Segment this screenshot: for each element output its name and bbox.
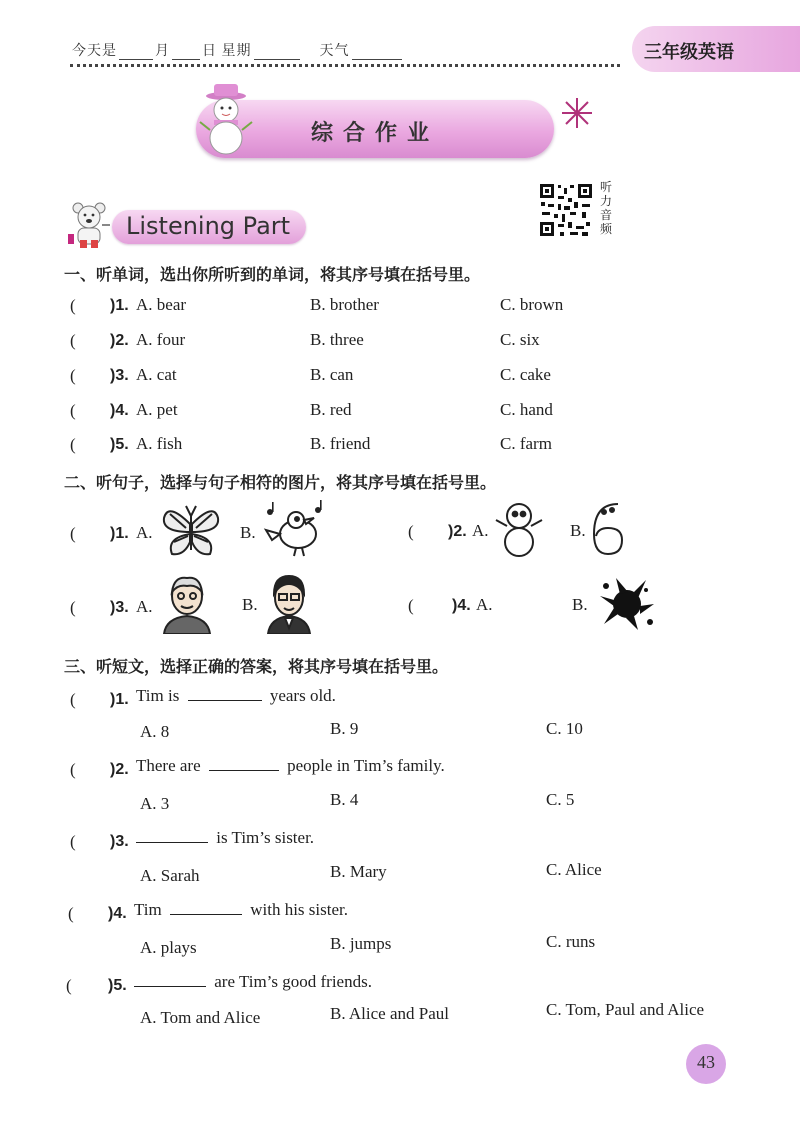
question-text-post: people in Tim’s family. xyxy=(287,756,445,775)
teddy-bear-icon xyxy=(66,200,114,250)
option-b[interactable]: B. three xyxy=(310,330,364,349)
question-text-post: are Tim’s good friends. xyxy=(214,972,372,991)
option-c[interactable]: C. 5 xyxy=(546,790,575,809)
listening-part-title: Listening Part xyxy=(126,212,291,240)
option-c[interactable]: C. Tom, Paul and Alice xyxy=(546,1000,705,1019)
option-b[interactable]: B. red xyxy=(310,400,352,419)
month-label: 月 xyxy=(155,44,170,59)
number-six-character-icon[interactable] xyxy=(588,498,628,558)
question-text xyxy=(134,972,372,992)
option-c[interactable]: C. hand xyxy=(500,400,553,419)
option-a[interactable]: A. four xyxy=(136,330,186,349)
answer-paren[interactable]: ( xyxy=(70,401,76,420)
answer-paren[interactable]: ( xyxy=(70,366,76,385)
option-b[interactable]: B. jumps xyxy=(330,934,392,953)
answer-blank[interactable] xyxy=(136,828,208,843)
answer-paren[interactable]: ( xyxy=(70,690,76,709)
answer-blank[interactable] xyxy=(134,972,206,987)
month-blank[interactable] xyxy=(119,45,153,60)
question-text-pre: Tim is xyxy=(136,686,180,705)
question-text xyxy=(136,828,314,848)
option-a[interactable]: A. plays xyxy=(140,938,197,957)
question-number: )1. xyxy=(110,297,129,314)
question-number: )1. xyxy=(110,691,129,708)
answer-blank[interactable] xyxy=(170,900,242,915)
option-a-blank-image[interactable] xyxy=(500,578,548,628)
question-number: )5. xyxy=(110,436,129,453)
grandmother-icon[interactable] xyxy=(162,574,212,634)
question-number: )4. xyxy=(110,402,129,419)
option-a-label[interactable]: A. xyxy=(476,595,493,614)
qr-label: 听力音频 xyxy=(600,180,613,236)
option-b-label[interactable]: B. xyxy=(240,523,256,542)
grandfather-icon[interactable] xyxy=(266,572,312,634)
question-text-pre: There are xyxy=(136,756,201,775)
answer-paren[interactable]: ( xyxy=(408,522,414,541)
header-divider xyxy=(70,64,620,67)
option-a[interactable]: A. fish xyxy=(136,434,183,453)
question-text xyxy=(136,756,445,776)
weekday-blank[interactable] xyxy=(254,45,300,60)
qr-code-icon[interactable] xyxy=(538,182,594,238)
answer-paren[interactable]: ( xyxy=(408,596,414,615)
answer-blank[interactable] xyxy=(209,756,279,771)
section2-heading: 二、听句子，选择与句子相符的图片，将其序号填在括号里。 xyxy=(64,473,497,492)
grade-label: 三年级英语 xyxy=(644,42,734,63)
option-b-label[interactable]: B. xyxy=(242,595,258,614)
option-b[interactable]: B. Alice and Paul xyxy=(330,1004,449,1023)
question-number: )3. xyxy=(110,367,129,384)
date-weather-line xyxy=(72,40,404,60)
question-number: )3. xyxy=(110,599,129,616)
answer-blank[interactable] xyxy=(188,686,262,701)
question-number: )2. xyxy=(448,523,467,540)
weather-label: 天气 xyxy=(319,44,350,59)
singing-bird-icon[interactable] xyxy=(262,500,326,558)
option-c[interactable]: C. brown xyxy=(500,295,564,314)
option-c[interactable]: C. runs xyxy=(546,932,596,951)
answer-paren[interactable]: ( xyxy=(66,976,72,995)
answer-paren[interactable]: ( xyxy=(70,331,76,350)
weekday-label: 日 星期 xyxy=(202,44,252,59)
option-b-label[interactable]: B. xyxy=(572,595,588,614)
option-a-label[interactable]: A. xyxy=(136,597,153,616)
day-blank[interactable] xyxy=(172,45,200,60)
option-c[interactable]: C. cake xyxy=(500,365,551,384)
answer-paren[interactable]: ( xyxy=(70,296,76,315)
question-number: )4. xyxy=(108,905,127,922)
snowflake-icon xyxy=(560,96,594,130)
option-b[interactable]: B. 9 xyxy=(330,719,359,738)
section1-heading: 一、听单词，选出你所听到的单词，将其序号填在括号里。 xyxy=(64,265,481,284)
option-a[interactable]: A. Tom and Alice xyxy=(140,1008,261,1027)
page-number: 43 xyxy=(697,1052,715,1072)
answer-paren[interactable]: ( xyxy=(70,598,76,617)
question-text xyxy=(134,900,348,920)
question-text xyxy=(136,686,336,706)
section3-heading: 三、听短文，选择正确的答案，将其序号填在括号里。 xyxy=(64,657,449,676)
question-text-post: is Tim’s sister. xyxy=(216,828,315,847)
page-title: 综合作业 xyxy=(310,121,439,146)
option-b[interactable]: B. brother xyxy=(310,295,379,314)
butterfly-icon[interactable] xyxy=(160,502,222,558)
weather-blank[interactable] xyxy=(352,45,402,60)
question-number: )2. xyxy=(110,332,129,349)
number-eight-character-icon[interactable] xyxy=(492,498,546,558)
question-number: )5. xyxy=(108,977,127,994)
question-number: )2. xyxy=(110,761,129,778)
option-a-label[interactable]: A. xyxy=(136,523,153,542)
date-prefix: 今天是 xyxy=(72,44,117,59)
option-a[interactable]: A. Sarah xyxy=(140,866,200,885)
question-text-post: with his sister. xyxy=(250,900,348,919)
option-a[interactable]: A. pet xyxy=(136,400,178,419)
option-c[interactable]: C. Alice xyxy=(546,860,602,879)
question-number: )1. xyxy=(110,525,129,542)
snowman-icon xyxy=(198,84,254,156)
option-a[interactable]: A. bear xyxy=(136,295,187,314)
question-text-post: years old. xyxy=(269,686,336,705)
question-text-pre: Tim xyxy=(134,900,162,919)
option-b[interactable]: B. Mary xyxy=(330,862,387,881)
option-c[interactable]: C. farm xyxy=(500,434,552,453)
option-b[interactable]: B. 4 xyxy=(330,790,359,809)
answer-paren[interactable]: ( xyxy=(68,904,74,923)
option-a[interactable]: A. cat xyxy=(136,365,177,384)
answer-paren[interactable]: ( xyxy=(70,435,76,454)
option-a[interactable]: A. 8 xyxy=(140,722,170,741)
answer-paren[interactable]: ( xyxy=(70,760,76,779)
option-c[interactable]: C. 10 xyxy=(546,719,583,738)
answer-paren[interactable]: ( xyxy=(70,832,76,851)
option-b[interactable]: B. friend xyxy=(310,434,371,453)
option-b[interactable]: B. can xyxy=(310,365,354,384)
question-number: )3. xyxy=(110,833,129,850)
answer-paren[interactable]: ( xyxy=(70,524,76,543)
question-number: )4. xyxy=(452,597,471,614)
option-a[interactable]: A. 3 xyxy=(140,794,170,813)
option-b-label[interactable]: B. xyxy=(570,521,586,540)
option-c[interactable]: C. six xyxy=(500,330,540,349)
black-paint-splat-icon[interactable] xyxy=(598,576,656,632)
option-a-label[interactable]: A. xyxy=(472,521,489,540)
